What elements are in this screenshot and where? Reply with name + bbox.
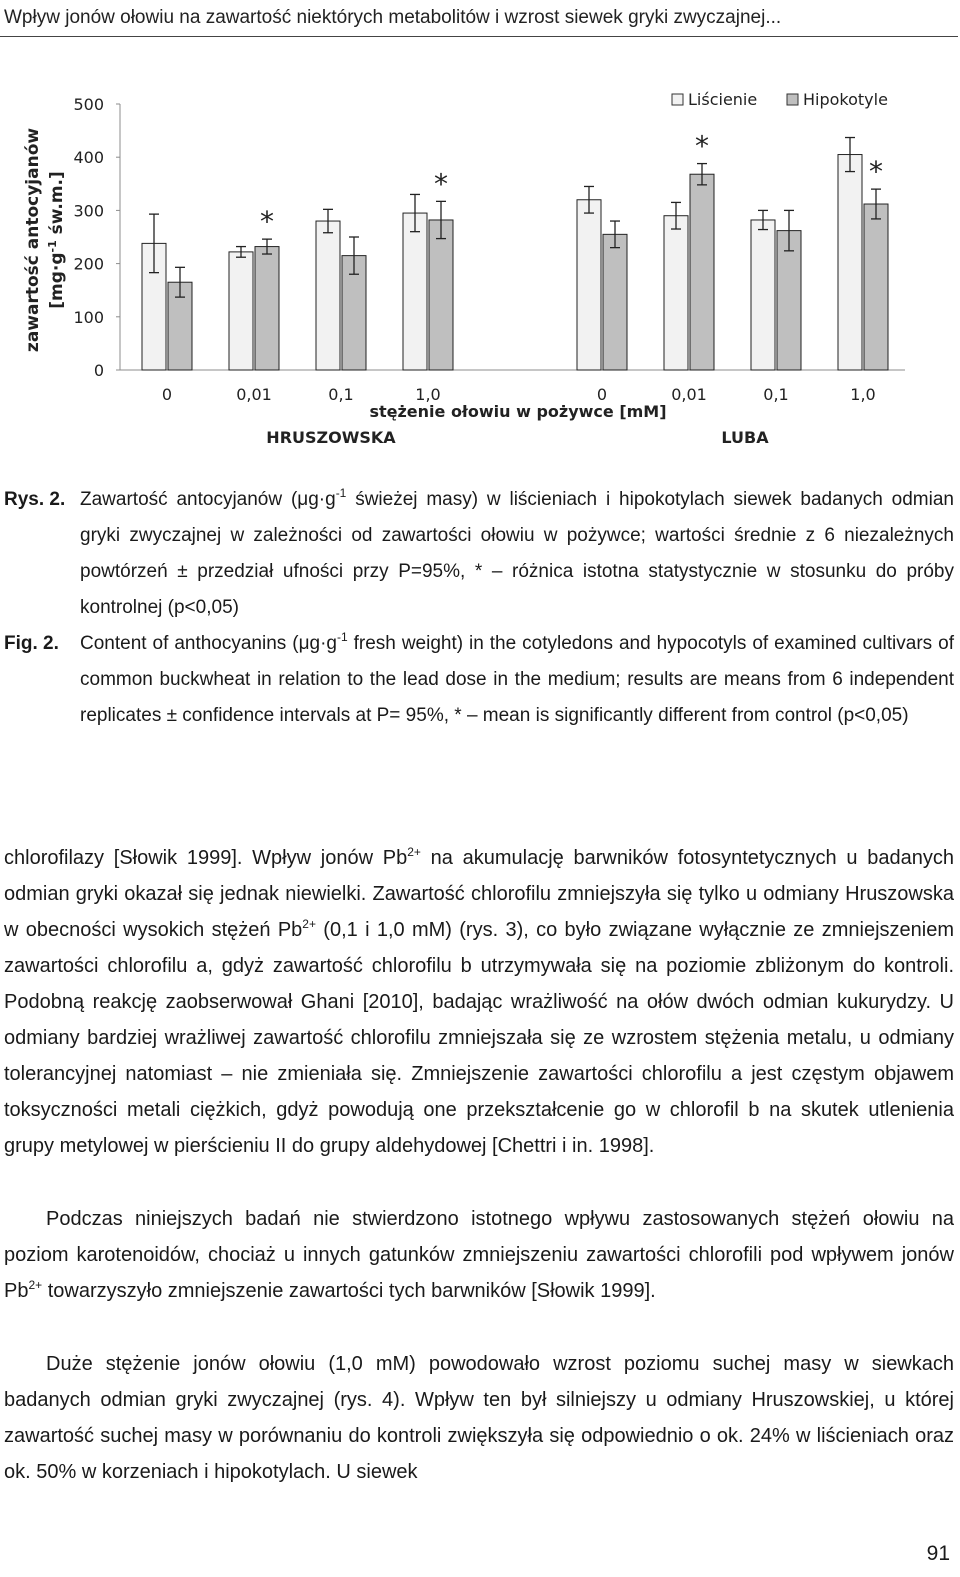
y-tick-label: 500: [73, 95, 104, 114]
y-tick-label: 200: [73, 254, 104, 274]
chart-legend: [672, 90, 888, 109]
y-tick-label: 0: [93, 361, 104, 380]
x-tick-label: 1,0: [850, 385, 876, 404]
bars: [142, 130, 888, 370]
y-axis-title-line2: [$mg\cdot g^{-1}$ św.m.]: [46, 171, 67, 309]
legend-label-lisicenie: Liścienie: [688, 90, 758, 109]
x-tick-label: 0,1: [763, 385, 789, 404]
x-tick-label: 0: [161, 385, 173, 404]
caption-text-en: Content of anthocyanins ($\mu g\cdot g^{-1}$ fresh weight) in the cotyledons and hypocotyls of examined cultivars of common buckwheat in relation to the lead dose in the medium; results are means from 6 independent replicates ± confidence intervals at P= 95%, * – mean is significantly different from control (p<0,05): [80, 630, 954, 726]
bar-lisicenie: [838, 155, 862, 370]
x-tick-label: 0,1: [328, 385, 354, 404]
bar-hipokotyle: [690, 174, 714, 370]
body-paragraph-2: Podczas niniejszych badań nie stwierdzono istotnego wpływu zastosowanych stężeń ołowiu na poziom karotenoidów, chociaż u innych gatunków zmniejszeniu zawartości chlorofili pod wpływem jonów $Pb^{2+}$ towarzyszyło zmniejszenie zawartości tych barwników [Słowik 1999].: [4, 1208, 954, 1302]
bar-lisicenie: [664, 216, 688, 370]
anthocyanin-bar-chart: [0, 60, 960, 460]
y-axis-title: [23, 128, 67, 352]
y-tick-label: 300: [73, 201, 104, 221]
caption-text-pl: Zawartość antocyjanów ($\mu g\cdot g^{-1}$ świeżej masy) w liścieniach i hipokotylach siewek badanych odmian gryki zwyczajnej w zależności od zawartości ołowiu w pożywce; wartości średnie z 6 niezależnych powtórzeń ± przedział ufności przy P=95%, * – różnica istotna statystycznie w stosunku do próby kontrolnej (p<0,05): [80, 486, 954, 618]
body-paragraph-3: Duże stężenie jonów ołowiu (1,0 mM) powodowało wzrost poziomu suchej masy w siewkach badanych odmian gryki zwyczajnej (rys. 4). Wpływ ten był silniejszy u odmiany Hruszowskiej, u której zawartość suchej masy w porównaniu do kontroli zwiększyła się odpowiednio o ok. 24% w liścieniach oraz ok. 50% w korzeniach i hipokotylach. U siewek: [4, 1353, 954, 1483]
y-tick-label: 100: [73, 307, 104, 327]
body-paragraph-1: chlorofilazy [Słowik 1999]. Wpływ jonów $Pb^{2+}$ na akumulację barwników fotosyntetycznych u badanych odmian gryki okazał się jednak niewielki. Zawartość chlorofilu zmniejszyła się tylko u odmiany Hruszowska w obecności wysokich stężeń $Pb^{2+}$ (0,1 i 1,0 mM) (rys. 3), co było związane wyłącznie ze zmniejszeniem zawartości chlorofilu a, gdyż zawartość chlorofilu b utrzymywała się na poziomie zbliżonym do kontroli. Podobną reakcję zaobserwował Ghani [2010], badając wrażliwość na ołów dwóch odmian kukurydzy. U odmiany bardziej wrażliwej zawartość chlorofilu zmniejszała się ze wzrostem stężenia metalu, u odmiany tolerancyjnej natomiast – nie zmieniała się. Zmniejszenie zawartości chlorofilu a jest częstym objawem toksyczności metali ciężkich, gdyż powodują one przekształcenie go w chlorofil b na skutek utlenienia grupy metylowej w pierścieniu II do grupy aldehydowej [Chettri i in. 1998].: [4, 845, 954, 1157]
significance-marker: *: [260, 205, 274, 239]
legend-swatch-hipokotyle: [787, 94, 798, 105]
group-label-luba: LUBA: [721, 428, 769, 447]
y-axis-title-line1: zawartość antocyjanów: [23, 127, 43, 353]
bar-hipokotyle: [777, 231, 801, 370]
bar-lisicenie: [229, 252, 253, 370]
header-divider: [0, 36, 958, 37]
x-tick-label: 1,0: [415, 385, 441, 404]
x-axis-title: stężenie ołowiu w pożywce [mM]: [369, 402, 667, 421]
figure-caption-pl: [4, 482, 954, 626]
x-tick-label: 0: [596, 385, 608, 404]
y-tick-label: 400: [73, 148, 104, 168]
caption-label-en: Fig. 2.: [4, 633, 59, 654]
legend-swatch-lisicenie: [672, 94, 683, 105]
bar-lisicenie: [577, 200, 601, 370]
group-label-hruszowska: HRUSZOWSKA: [266, 428, 396, 447]
bar-lisicenie: [403, 213, 427, 370]
caption-label-pl: Rys. 2.: [4, 489, 66, 510]
bar-hipokotyle: [255, 247, 279, 370]
page-number: 91: [926, 1542, 950, 1565]
bar-hipokotyle: [603, 234, 627, 370]
significance-marker: *: [434, 167, 448, 201]
bar-lisicenie: [751, 220, 775, 370]
bar-hipokotyle: [864, 204, 888, 370]
bar-lisicenie: [316, 221, 340, 370]
figure-caption-en: [4, 626, 954, 734]
running-header: Wpływ jonów ołowiu na zawartość niektórych metabolitów i wzrost siewek gryki zwyczajnej...: [4, 7, 782, 28]
bar-hipokotyle: [429, 220, 453, 370]
y-ticks: [73, 95, 120, 380]
legend-label-hipokotyle: Hipokotyle: [803, 90, 888, 109]
x-tick-label: 0,01: [671, 385, 707, 404]
x-tick-label: 0,01: [236, 385, 272, 404]
significance-marker: *: [869, 155, 883, 189]
significance-marker: *: [695, 129, 709, 163]
